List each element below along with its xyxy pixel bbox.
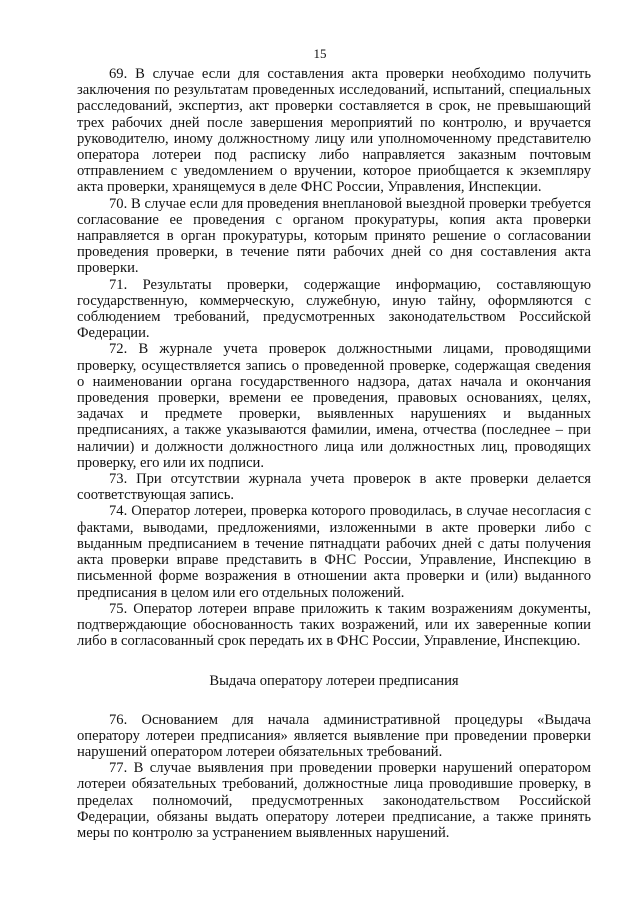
paragraph-76: 76. Основанием для начала административной процедуры «Выдача оператору лотереи предписания» является выявление при проведении проверки нарушений оператором лотереи обязательных требований. — [77, 711, 591, 760]
section-heading: Выдача оператору лотереи предписания — [209, 673, 459, 690]
paragraph-74: 74. Оператор лотереи, проверка которого проводилась, в случае несогласия с фактами, выводами, предложениями, изложенными в акте проверки либо с выданным предписанием в течение пятнадцати рабочих дней с даты получения акта проверки вправе представить в ФНС России, Управление, Инспекцию в письменной форме возражения в отношении акта проверки и (или) выданного предписания в целом или его отдельных положений. — [77, 503, 591, 601]
paragraph-77: 77. В случае выявления при проведении проверки нарушений оператором лотереи обязательных требований, должностные лица проводившие проверку, в пределах полномочий, предусмотренных законодательством Российской Федерации, обязаны выдать оператору лотереи предписание, а также принять меры по контролю за устранением выявленных нарушений. — [77, 760, 591, 841]
document-body — [77, 66, 591, 841]
paragraph-69: 69. В случае если для составления акта проверки необходимо получить заключения по результатам проведенных исследований, испытаний, специальных расследований, экспертиз, акт проверки составляется в срок, не превышающий трех рабочих дней после завершения мероприятий по контролю, и вручается руководителю, иному должностному лицу или уполномоченному представителю оператора лотереи под расписку либо направляется заказным почтовым отправлением с уведомлением о вручении, которое приобщается к экземпляру акта проверки, хранящемуся в деле ФНС России, Управления, Инспекции. — [77, 66, 591, 196]
paragraph-70: 70. В случае если для проведения внеплановой выездной проверки требуется согласование ее проведения с органом прокуратуры, копия акта проверки направляется в орган прокуратуры, которым принято решение о согласовании проведения проверки, в течение пяти рабочих дней со дня составления акта проверки. — [77, 195, 591, 277]
paragraph-75: 75. Оператор лотереи вправе приложить к таким возражениям документы, подтверждающие обоснованность таких возражений, или их заверенные копии либо в согласованный срок передать их в ФНС России, Управление, Инспекцию. — [77, 600, 591, 650]
paragraph-71: 71. Результаты проверки, содержащие информацию, составляющую государственную, коммерческую, служебную, иную тайну, оформляются с соблюдением требований, предусмотренных законодательством Российской Федерации. — [77, 276, 591, 342]
paragraph-73: 73. При отсутствии журнала учета проверок в акте проверки делается соответствующая запись. — [77, 471, 591, 504]
page-number: 15 — [313, 46, 327, 61]
paragraph-72: 72. В журнале учета проверок должностными лицами, проводящими проверку, осуществляется запись о проведенной проверке, содержащая сведения о наименовании органа государственного надзора, датах начала и окончания проведения проверки, времени ее проведения, правовых основаниях, целях, задачах и предмете проверки, выявленных нарушениях и выданных предписаниях, а также указываются фамилии, имена, отчества (последнее – при наличии) и должности должностного лица или должностных лиц, проводящих проверку, его или их подписи. — [77, 341, 591, 471]
